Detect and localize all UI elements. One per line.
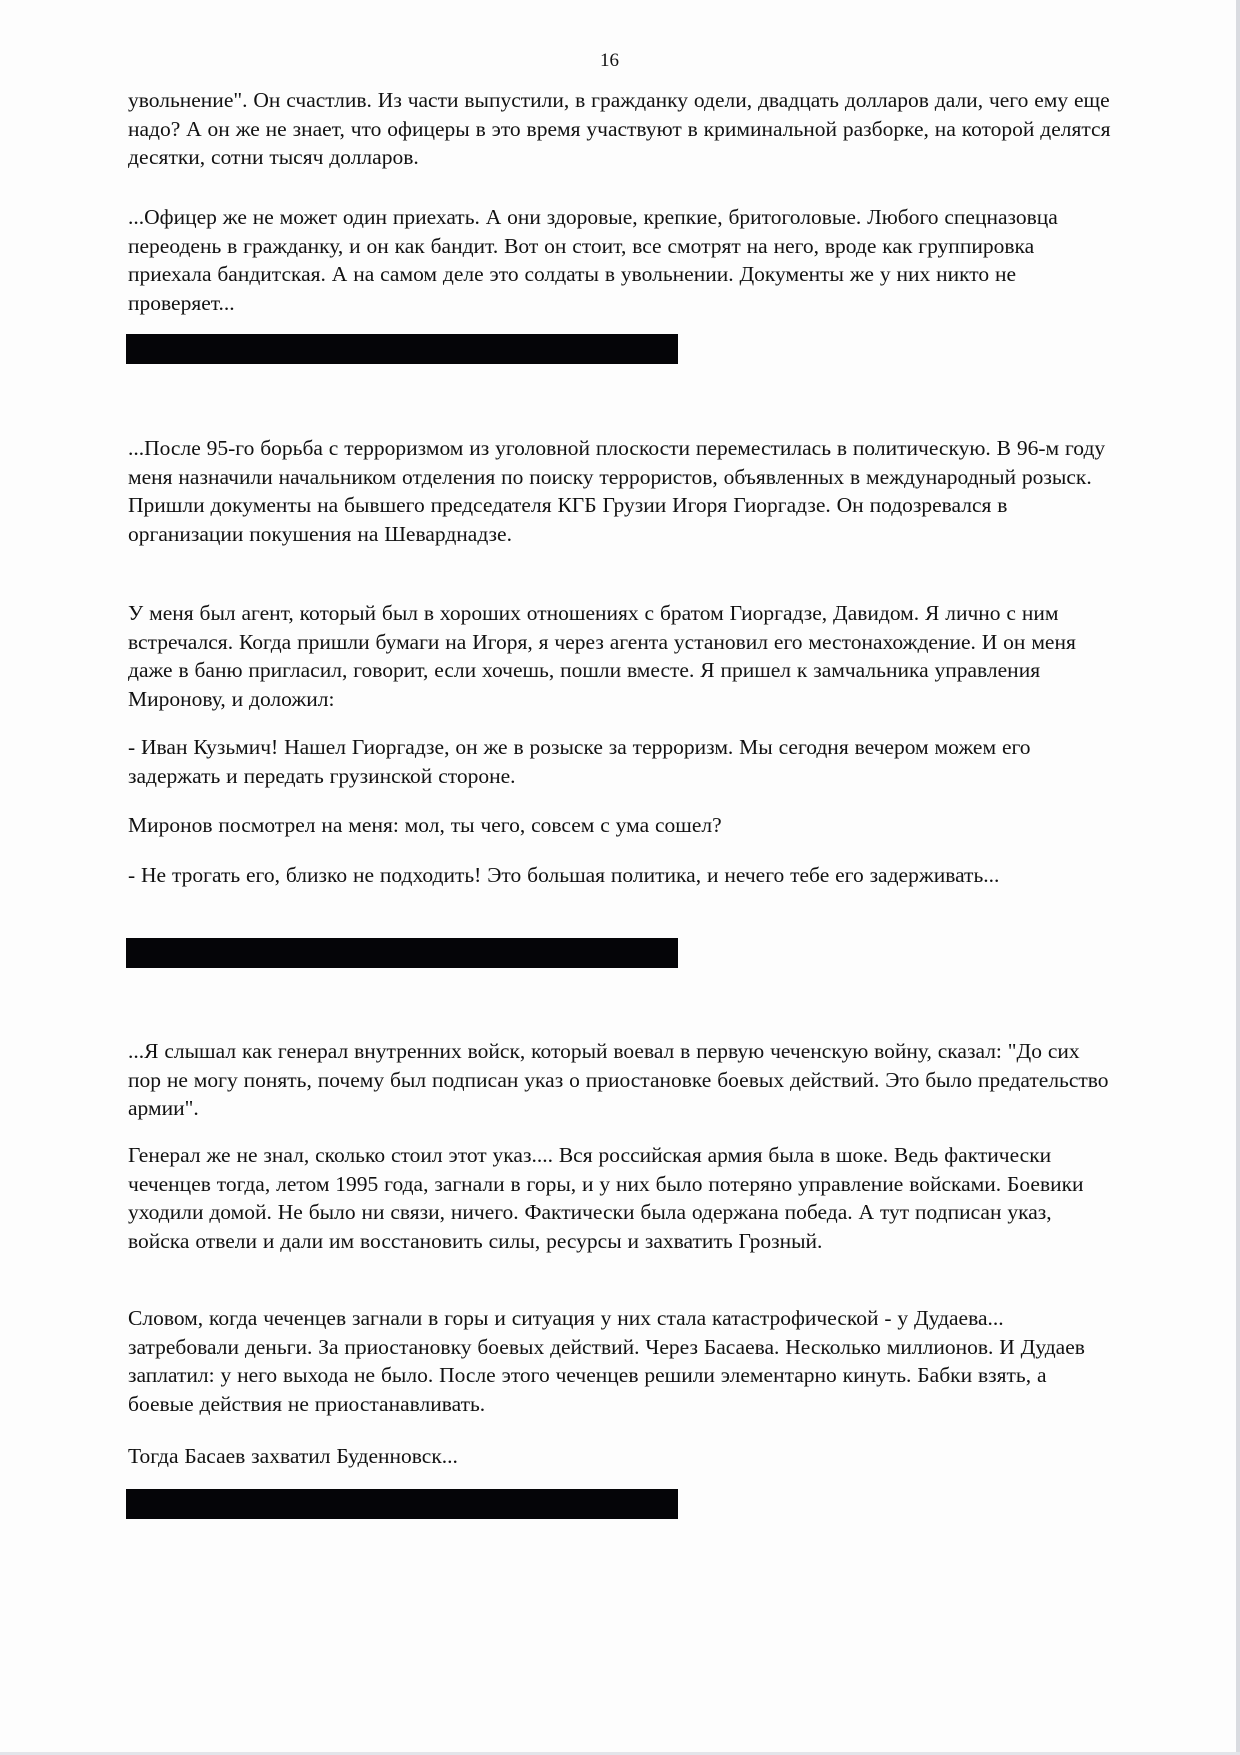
paragraph-5: - Иван Кузьмич! Нашел Гиоргадзе, он же в розыске за терроризм. Мы сегодня вечером можем его задержать и передать грузинской стороне. bbox=[128, 735, 1031, 788]
paragraph-4: У меня был агент, который был в хороших отношениях с братом Гиоргадзе, Давидом. Я лично с ним встречался. Когда пришли бумаги на Игоря, я через агента установил его местонахождение. И он меня даже в баню пригласил, говорит, если хочешь, пошли вместе. Я пришел к замчальника управления Миронову, и доложил: bbox=[128, 601, 1076, 711]
paragraph-2: ...Офицер же не может один приехать. А они здоровые, крепкие, бритоголовые. Любого спецназовца переодень в гражданку, и он как бандит. Вот он стоит, все смотрят на него, вроде как группировка приехала бандитская. А на самом деле это солдаты в увольнении. Документы же у них никто не проверяет... bbox=[128, 205, 1058, 315]
redaction-bar-3 bbox=[126, 1489, 678, 1519]
paragraph-10: Словом, когда чеченцев загнали в горы и ситуация у них стала катастрофической - у Дудаева... затребовали деньги. За приостановку боевых действий. Через Басаева. Несколько миллионов. И Дудаев заплатил: у него выхода не было. После этого чеченцев решили элементарно кинуть. Бабки взять, а боевые действия не приостанавливать. bbox=[128, 1306, 1085, 1416]
paragraph-1: увольнение". Он счастлив. Из части выпустили, в гражданку одели, двадцать долларов дали, чего ему еще надо? А он же не знает, что офицеры в это время участвуют в криминальной разборке, на которой делятся десятки, сотни тысяч долларов. bbox=[128, 88, 1111, 169]
redaction-bar-1 bbox=[126, 334, 678, 364]
paragraph-7: - Не трогать его, близко не подходить! Это большая политика, и нечего тебе его задерживать... bbox=[128, 863, 1000, 887]
redaction-bar-2 bbox=[126, 938, 678, 968]
paragraph-11: Тогда Басаев захватил Буденновск... bbox=[128, 1444, 458, 1468]
paragraph-9: Генерал же не знал, сколько стоил этот указ.... Вся российская армия была в шоке. Ведь фактически чеченцев тогда, летом 1995 года, загнали в горы, и у них было потеряно управление войсками. Боевики уходили домой. Не было ни связи, ничего. Фактически была одержана победа. А тут подписан указ, войска отвели и дали им восстановить силы, ресурсы и захватить Грозный. bbox=[128, 1143, 1084, 1253]
paragraph-8: ...Я слышал как генерал внутренних войск, который воевал в первую чеченскую войну, сказал: "До сих пор не могу понять, почему был подписан указ о приостановке боевых действий. Это было предательство армии". bbox=[128, 1039, 1109, 1120]
scan-edge bbox=[1236, 0, 1240, 1755]
paragraph-6: Миронов посмотрел на меня: мол, ты чего, совсем с ума сошел? bbox=[128, 813, 722, 837]
page-number: 16 bbox=[600, 50, 619, 71]
paragraph-3: ...После 95-го борьба с терроризмом из уголовной плоскости переместилась в политическую. В 96-м году меня назначили начальником отделения по поиску террористов, объявленных в международный розыск. Пришли документы на бывшего председателя КГБ Грузии Игоря Гиоргадзе. Он подозревался в организации покушения на Шеварднадзе. bbox=[128, 436, 1106, 546]
